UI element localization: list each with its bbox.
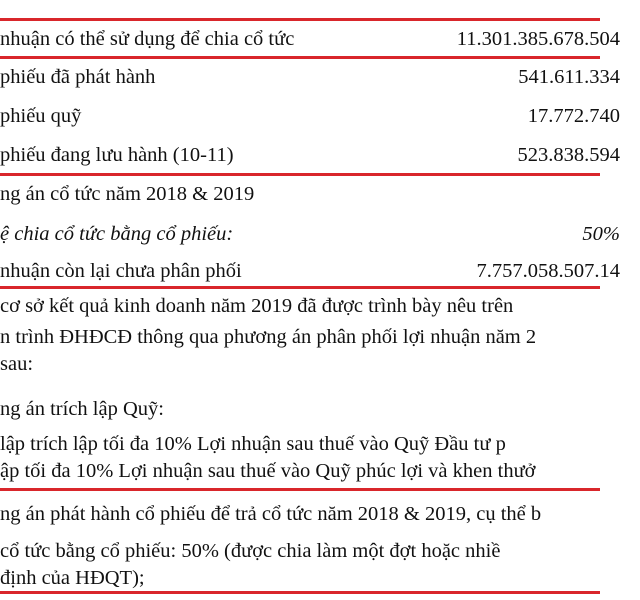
table-row (0, 98, 620, 134)
row-label: nhuận còn lại chưa phân phối (0, 260, 242, 282)
paragraph-line: n trình ĐHĐCĐ thông qua phương án phân phối lợi nhuận năm 2 (0, 326, 537, 348)
table-row (0, 21, 620, 57)
row-label: phiếu quỹ (0, 105, 82, 127)
row-label: phiếu đang lưu hành (10-11) (0, 144, 234, 166)
row-value: 541.611.334 (518, 66, 620, 88)
paragraph-line: cơ sở kết quả kinh doanh năm 2019 đã được trình bày nêu trên (0, 295, 514, 317)
row-value: 17.772.740 (527, 105, 620, 127)
paragraph-line: sau: (0, 353, 34, 375)
paragraph-line: cổ tức bằng cổ phiếu: 50% (được chia làm một đợt hoặc nhiề (0, 540, 501, 562)
paragraph-line: ập tối đa 10% Lợi nhuận sau thuế vào Quỹ phúc lợi và khen thưở (0, 460, 536, 482)
highlight-line-section-bottom (0, 591, 600, 594)
table-row (0, 253, 620, 289)
row-label: ng án cổ tức năm 2018 & 2019 (0, 183, 255, 205)
row-label: nhuận có thể sử dụng để chia cổ tức (0, 28, 295, 50)
paragraph-line: lập trích lập tối đa 10% Lợi nhuận sau thuế vào Quỹ Đầu tư p (0, 433, 506, 455)
table-row (0, 137, 620, 173)
paragraph-line: định của HĐQT); (0, 567, 145, 589)
row-value: 11.301.385.678.504 (456, 28, 620, 50)
table-row (0, 59, 620, 95)
paragraph-line: ng án trích lập Quỹ: (0, 398, 164, 420)
row-value: 50% (582, 223, 620, 245)
highlight-line-section-top (0, 488, 600, 491)
table-row (0, 216, 620, 252)
row-value: 7.757.058.507.14 (476, 260, 620, 282)
row-label: ệ chia cổ tức bằng cổ phiếu: (0, 223, 234, 245)
row-label: phiếu đã phát hành (0, 66, 156, 88)
table-row (0, 176, 600, 212)
row-value: 523.838.594 (517, 144, 620, 166)
paragraph-line: ng án phát hành cổ phiếu để trả cổ tức năm 2018 & 2019, cụ thể b (0, 503, 542, 525)
